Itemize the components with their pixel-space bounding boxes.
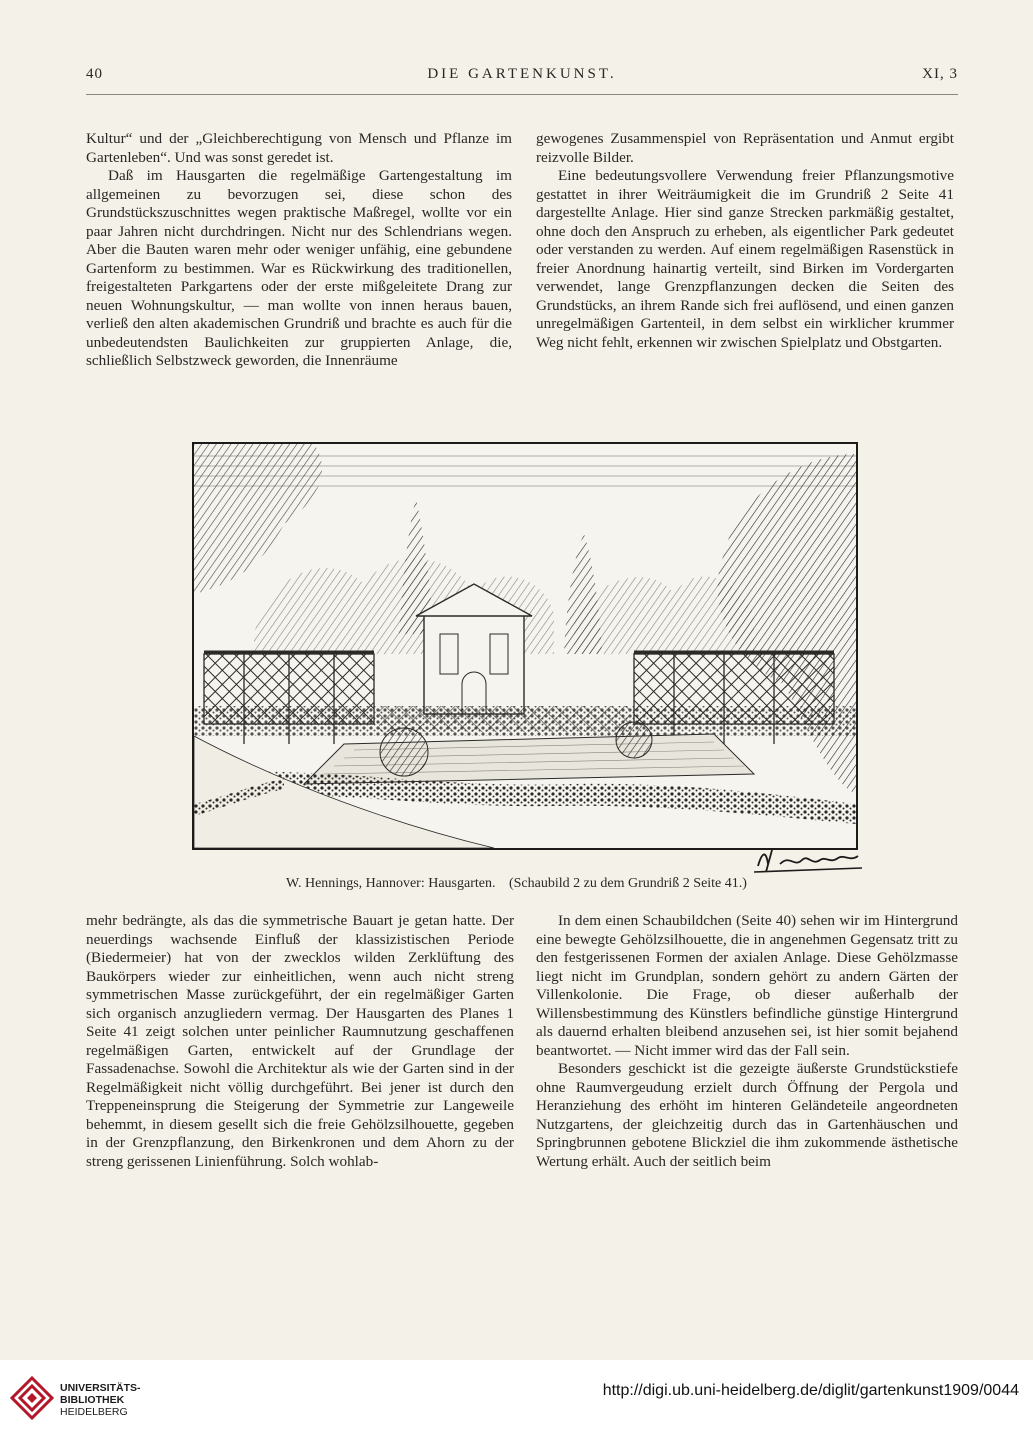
column-top-left — [86, 130, 512, 371]
column-top-right — [536, 130, 954, 352]
garden-drawing — [194, 444, 856, 848]
paragraph: Besonders geschickt ist die gezeigte äußerste Grundstückstiefe ohne Raumvergeudung erzielt durch Öffnung der Pergola und Heranziehung des erhöht im hinteren Geländeteile angeordneten Nutzgartens, der gleichzeitig durch das in Gartenhäuschen und Springbrunnen gebotene Blickziel die ihm zukommende ästhetische Wertung erhält. Auch der seitlich beim — [536, 1060, 958, 1170]
library-name: UNIVERSITÄTS- BIBLIOTHEK HEIDELBERG — [60, 1382, 141, 1418]
column-bottom-left — [86, 912, 514, 1171]
source-url-link[interactable]: http://digi.ub.uni-heidelberg.de/diglit/gartenkunst1909/0044 — [602, 1382, 1019, 1399]
paragraph: gewogenes Zusammenspiel von Repräsentation und Anmut ergibt reizvolle Bilder. — [536, 130, 954, 166]
column-bottom-right — [536, 912, 958, 1171]
paragraph: mehr bedrängte, als das die symmetrische Bauart je getan hatte. Der neuerdings wachsende Einfluß der klassizistischen Periode (Biedermeier) hat von der zwecklos wilden Zerklüftung des Baukörpers wieder zur einheitlichen, wenn auch nicht streng symmetrischen Masse zurückgeführt, der ein regelmäßiger Garten sich organisch anzugliedern vermag. Der Hausgarten des Planes 1 Seite 41 zeigt solchen unter peinlicher Raumnutzung geschaffenen regelmäßigen Garten, entwickelt auf der Grundlage der Fassadenachse. Sowohl die Architektur als wie der Garten sind in der Regelmäßigkeit nicht völlig durchgeführt. Bei jener ist durch den Treppeneinsprung die Steigerung der Symmetrie zur Langeweile behemmt, in diesem gesellt sich die freie Gehölzsilhouette, gegeben in der Grenzpflanzung, den Birkenkronen und dem Ahorn zu der streng gerissenen Linienführung. Solch wohlab- — [86, 912, 514, 1170]
paragraph: Eine bedeutungsvollere Verwendung freier Pflanzungsmotive gestattet in ihrer Weiträumigkeit die im Grundriß 2 Seite 41 dargestellte Anlage. Hier sind ganze Strecken parkmäßig gestaltet, ohne doch den Anspruch zu erheben, als eigentlicher Park gedeutet oder verstanden zu werden. Auf einem regelmäßigen Rasenstück in freier Anordnung hainartig verteilt, sind Birken im Vordergarten verwendet, lange Grenzpflanzungen decken die Seiten des Grundstücks, an ihrem Rande sich frei auflösend, und einen ganzen unregelmäßigen Gartenteil, in dem selbst ein wirklicher krummer Weg nicht fehlt, erkennen wir zwischen Spielplatz und Obstgarten. — [536, 167, 954, 351]
artist-signature — [750, 842, 870, 876]
paragraph: Kultur“ und der „Gleichberechtigung von Mensch und Pflanze im Gartenleben“. Und was sonst geredet ist. — [86, 130, 512, 166]
page-number: 40 — [86, 66, 103, 82]
caption-title: W. Hennings, Hannover: Hausgarten. — [286, 876, 496, 891]
garden-illustration — [192, 442, 858, 850]
library-logo-icon — [10, 1376, 54, 1420]
caption-reference: (Schaubild 2 zu dem Grundriß 2 Seite 41.) — [508, 876, 747, 891]
paragraph: Daß im Hausgarten die regelmäßige Gartengestaltung im allgemeinen zu bevorzugen sei, diese schon des Grundstückszuschnittes wegen praktische Maßregel, wollte vor ein paar Jahren nicht durchdringen. Nicht nur des Schlendrians wegen. Aber die Bauten waren mehr oder weniger unfähig, eine gebundene Gartenform zu bestimmen. War es Rückwirkung des traditionellen, freigestalteten Parkgartens oder der erste mißgeleitete Drang zur neuen Wohnungskultur, — man wollte von innen heraus bauen, verließ den alten akademischen Grundriß und brachte es auch für die unbedeutendsten Baulichkeiten zur gruppierten Anlage, die, schließlich Selbstzweck geworden, die Innenräume — [86, 167, 512, 369]
paragraph: In dem einen Schaubildchen (Seite 40) sehen wir im Hintergrund eine bewegte Gehölzsilhouette, die in angenehmen Gegensatz tritt zu den festgerissenen Formen der axialen Anlage. Diese Gehölzmasse liegt nicht im Grundplan, sondern gehört zu andern Gärten der Villenkolonie. Die Frage, ob dieser außerhalb der Willensbestimmung des Künstlers befindliche günstige Hintergrund als dauernd erhalten bleibend anzusehen sei, ist hier somit bejahend beantwortet. — Nicht immer wird das der Fall sein. — [536, 912, 958, 1059]
header-rule — [86, 94, 958, 95]
figure-caption — [0, 876, 1033, 892]
digitization-footer — [0, 1360, 1033, 1439]
running-header — [86, 66, 958, 88]
volume-issue: XI, 3 — [922, 66, 958, 82]
journal-title: DIE GARTENKUNST. — [427, 66, 617, 82]
